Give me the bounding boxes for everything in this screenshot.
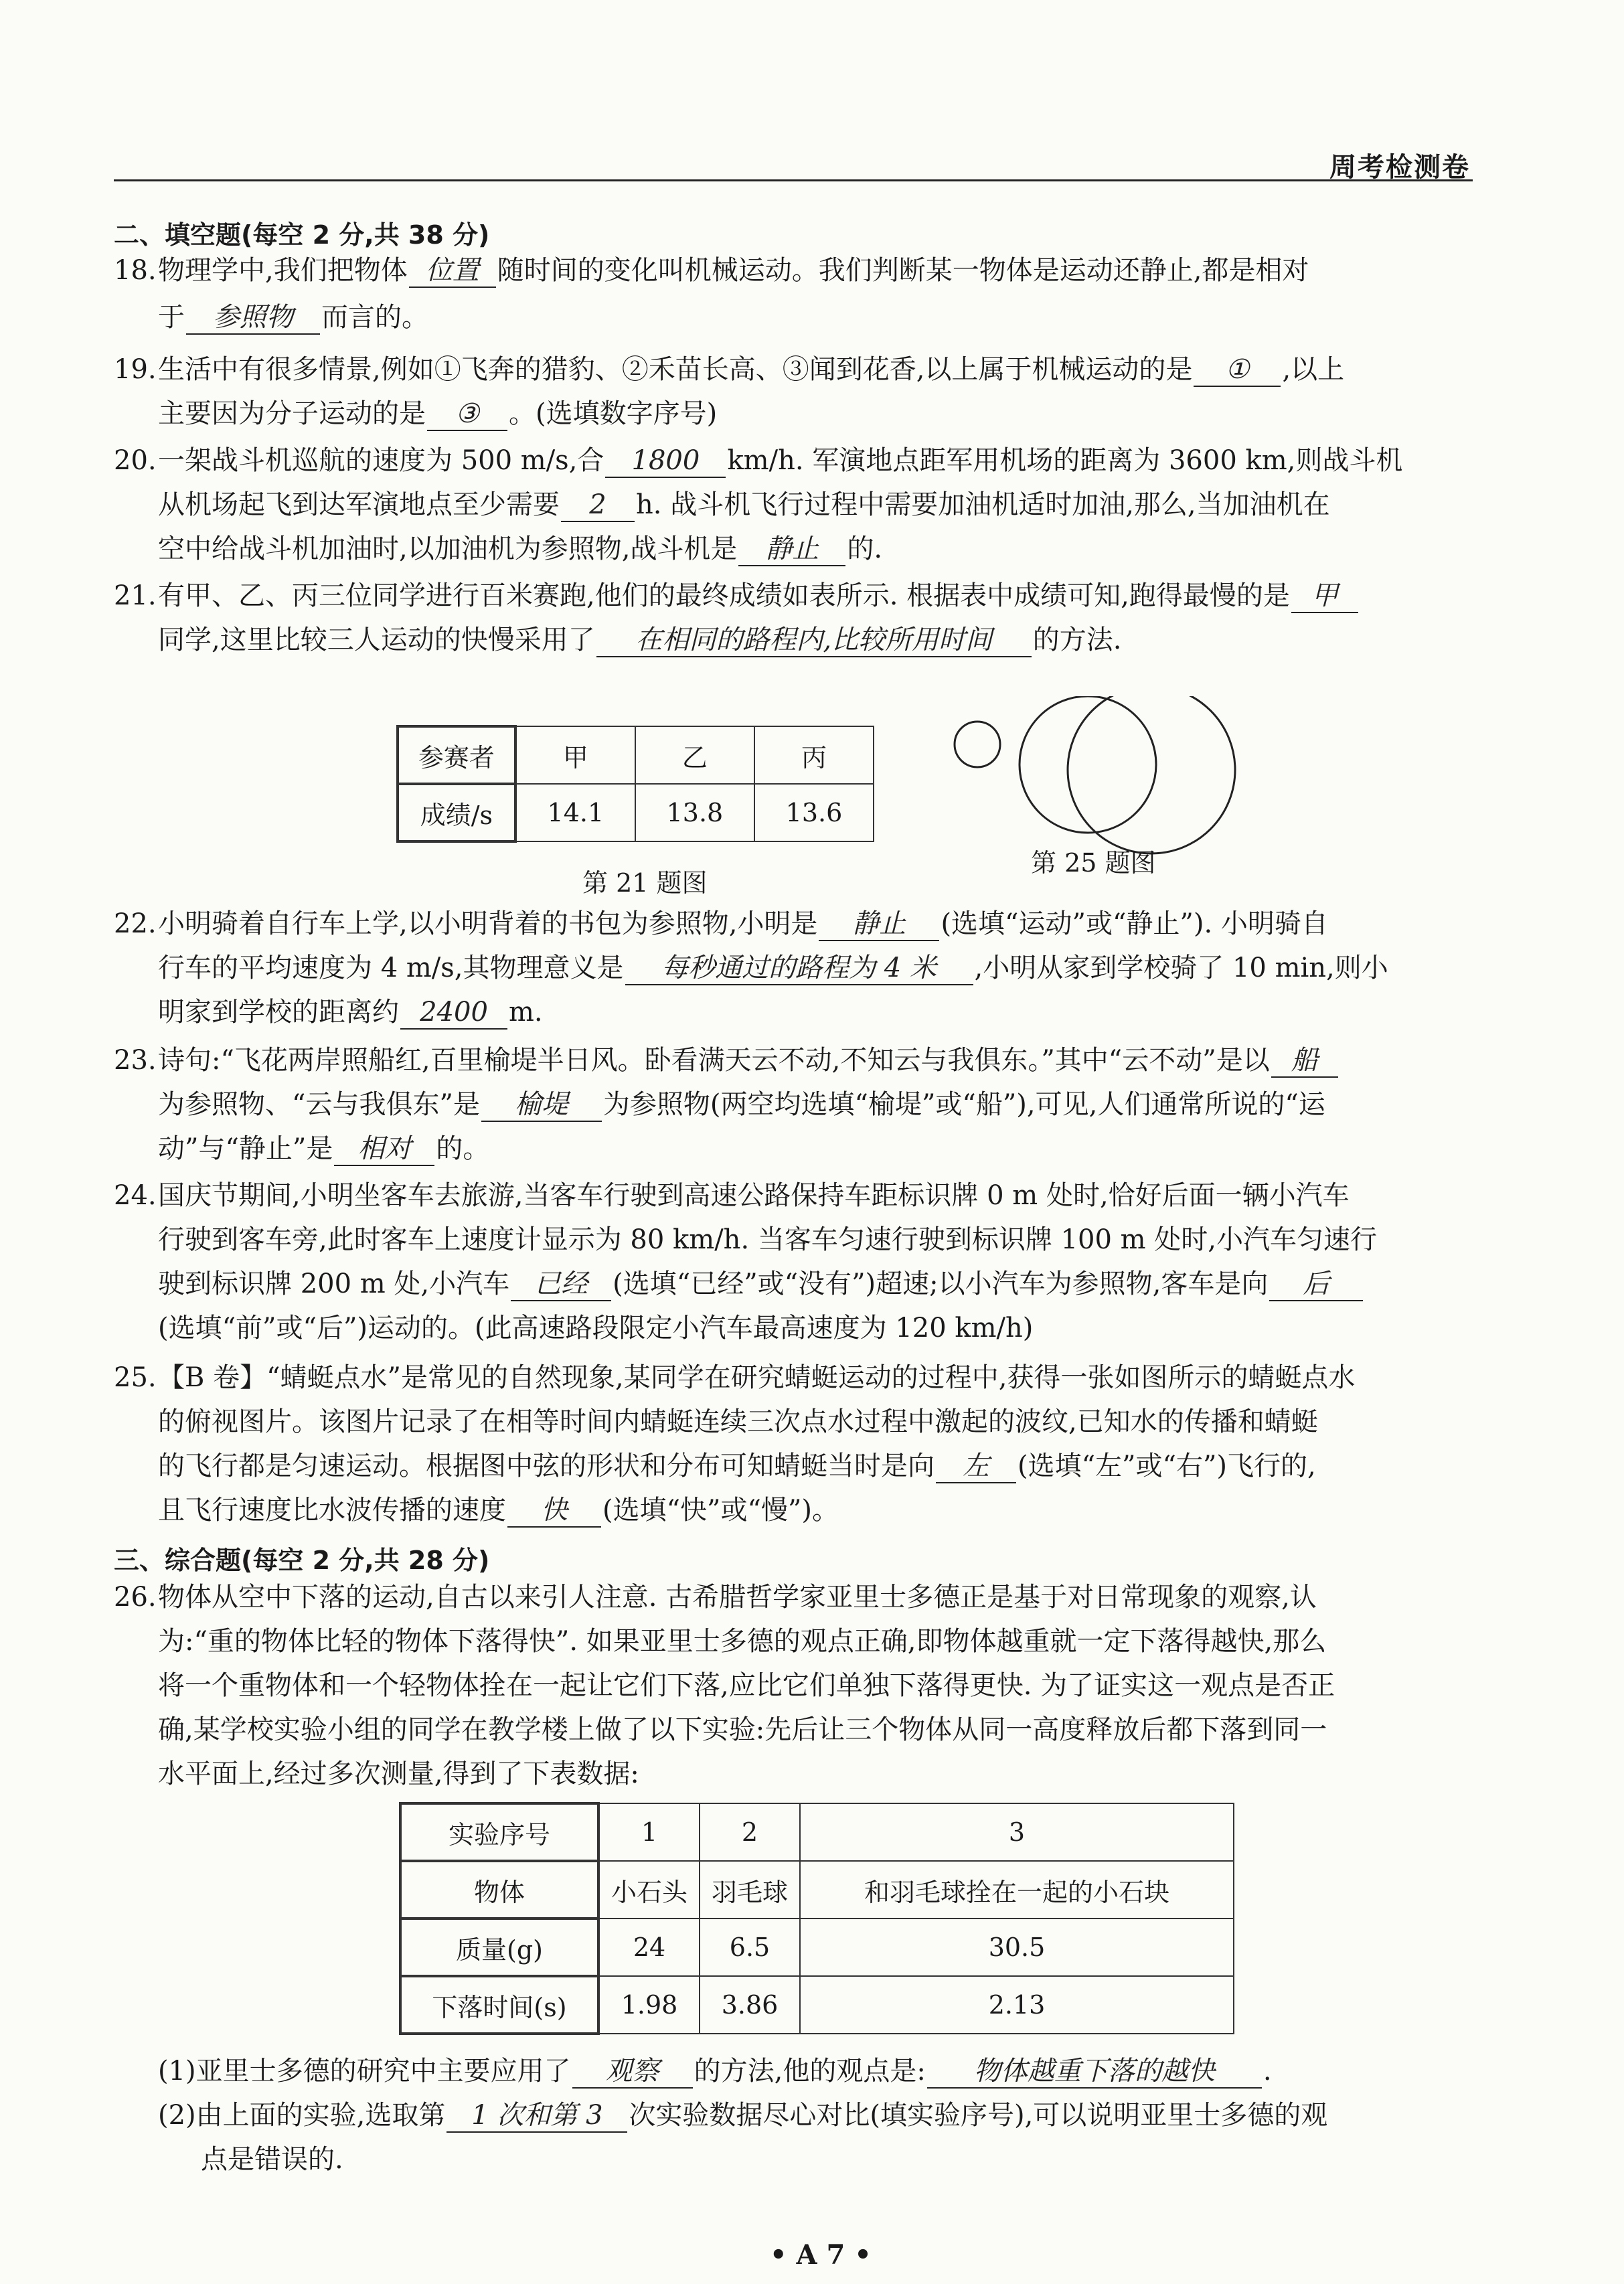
section-3-heading: 三、综合题(每空 2 分,共 28 分) <box>114 1546 490 1575</box>
table-row <box>400 1919 1234 1976</box>
answer-blank: 1 次和第 3 <box>446 2099 627 2133</box>
question-26-line-2: 为:“重的物体比轻的物体下落得快”. 如果亚里士多德的观点正确,即物体越重就一定下落得越快,那么 <box>158 1626 1327 1657</box>
question-26-line-4: 确,某学校实验小组的同学在教学楼上做了以下实验:先后让三个物体从同一高度释放后都下落到同一 <box>158 1714 1327 1745</box>
question-number: 21. <box>114 580 157 611</box>
table-cell: 和羽毛球拴在一起的小石块 <box>800 1861 1234 1919</box>
question-24-line-2: 行驶到客车旁,此时客车上速度计显示为 80 km/h. 当客车匀速行驶到标识牌 100 m 处时,小汽车匀速行 <box>158 1224 1378 1255</box>
header-title: 周考检测卷 <box>1329 152 1470 183</box>
question-24: 24.国庆节期间,小明坐客车去旅游,当客车行驶到高速公路保持车距标识牌 0 m 处时,恰好后面一辆小汽车 <box>114 1177 1350 1214</box>
falling-experiment-table <box>399 1802 1234 2035</box>
table-row <box>400 1976 1234 2034</box>
figure-21-caption: 第 21 题图 <box>582 868 708 898</box>
answer-blank: 快 <box>507 1494 601 1528</box>
question-25-line-2: 的俯视图片。该图片记录了在相等时间内蜻蜓连续三次点水过程中激起的波纹,已知水的传播和蜻蜓 <box>158 1406 1318 1437</box>
header-divider <box>114 179 1473 181</box>
question-26-part-1: (1)亚里士多德的研究中主要应用了 观察 的方法,他的观点是: 物体越重下落的越快 . <box>158 2052 1272 2090</box>
question-number: 22. <box>114 908 157 939</box>
table-row <box>398 784 874 841</box>
answer-blank: 静止 <box>738 533 845 566</box>
answer-blank: 2 <box>561 489 635 522</box>
question-number: 26. <box>114 1582 157 1613</box>
answer-blank: 在相同的路程内,比较所用时间 <box>596 624 1032 657</box>
table-row <box>398 726 874 784</box>
table-cell: 13.6 <box>754 784 874 841</box>
page-number: • A 7 • <box>770 2239 872 2271</box>
answer-blank: 参照物 <box>186 301 320 335</box>
answer-blank: 每秒通过的路程为 4 米 <box>625 952 973 985</box>
question-20-line-3: 空中给战斗机加油时,以加油机为参照物,战斗机是 静止 的. <box>158 530 882 568</box>
question-number: 25. <box>114 1362 157 1393</box>
answer-blank: 后 <box>1269 1268 1363 1301</box>
question-19: 19.生活中有很多情景,例如①飞奔的猎豹、②禾苗长高、③闻到花香,以上属于机械运动的是 ① ,以上 <box>114 351 1344 388</box>
question-18-line-2: 于 参照物 而言的。 <box>158 299 428 336</box>
section-2-heading: 二、填空题(每空 2 分,共 38 分) <box>114 220 490 250</box>
question-26-part-2-line-2: 点是错误的. <box>201 2144 343 2175</box>
question-22-line-2: 行车的平均速度为 4 m/s,其物理意义是 每秒通过的路程为 4 米 ,小明从家到学校骑了 10 min,则小 <box>158 949 1388 987</box>
table-cell: 下落时间(s) <box>400 1976 598 2034</box>
question-26: 26.物体从空中下落的运动,自古以来引人注意. 古希腊哲学家亚里士多德正是基于对日常现象的观察,认 <box>114 1578 1317 1616</box>
table-cell: 3.86 <box>700 1976 800 2034</box>
table-cell: 1 <box>598 1803 700 1861</box>
race-results-table <box>396 725 874 843</box>
small-ripple-circle <box>955 722 1000 767</box>
table-cell: 参赛者 <box>398 726 515 784</box>
question-23-line-2: 为参照物、“云与我俱东”是 榆堤 为参照物(两空均选填“榆堤”或“船”),可见,人们通常所说的“运 <box>158 1086 1325 1123</box>
answer-blank: 相对 <box>334 1133 434 1166</box>
question-24-line-4: (选填“前”或“后”)运动的。(此高速路段限定小汽车最高速度为 120 km/h) <box>158 1313 1034 1343</box>
table-cell: 实验序号 <box>400 1803 598 1861</box>
answer-blank: 位置 <box>409 254 496 288</box>
answer-blank: 2400 <box>400 996 507 1030</box>
question-22-line-3: 明家到学校的距离约 2400 m. <box>158 993 543 1031</box>
question-number: 20. <box>114 445 157 476</box>
answer-blank: 已经 <box>511 1268 611 1301</box>
question-25-line-3: 的飞行都是匀速运动。根据图中弦的形状和分布可知蜻蜓当时是向 左 (选填“左”或“右”)飞行的, <box>158 1447 1316 1485</box>
question-19-line-2: 主要因为分子运动的是 ③ 。(选填数字序号) <box>158 395 717 432</box>
question-26-line-5: 水平面上,经过多次测量,得到了下表数据: <box>158 1759 639 1789</box>
table-cell: 成绩/s <box>398 784 515 841</box>
table-cell: 3 <box>800 1803 1234 1861</box>
answer-blank: 观察 <box>572 2055 693 2089</box>
answer-blank: 物体越重下落的越快 <box>927 2055 1262 2089</box>
table-cell: 14.1 <box>515 784 635 841</box>
table-row <box>400 1861 1234 1919</box>
ripple-circles-figure <box>951 696 1245 857</box>
question-18: 18.物理学中,我们把物体 位置 随时间的变化叫机械运动。我们判断某一物体是运动还静止,都是相对 <box>114 252 1309 289</box>
table-cell: 2 <box>700 1803 800 1861</box>
table-cell: 小石头 <box>598 1861 700 1919</box>
table-cell: 13.8 <box>635 784 754 841</box>
question-22: 22.小明骑着自行车上学,以小明背着的书包为参照物,小明是 静止 (选填“运动”或“静止”). 小明骑自 <box>114 905 1328 943</box>
answer-blank: 左 <box>936 1450 1016 1483</box>
question-number: 23. <box>114 1045 157 1076</box>
question-21-line-2: 同学,这里比较三人运动的快慢采用了 在相同的路程内,比较所用时间 的方法. <box>158 621 1121 659</box>
answer-blank: ① <box>1194 353 1281 387</box>
large-ripple-circle <box>1068 696 1235 853</box>
table-cell: 乙 <box>635 726 754 784</box>
answer-blank: 静止 <box>819 908 939 941</box>
figure-25-caption: 第 25 题图 <box>1031 848 1156 878</box>
question-20: 20.一架战斗机巡航的速度为 500 m/s,合 1800 km/h. 军演地点距军用机场的距离为 3600 km,则战斗机 <box>114 442 1402 479</box>
table-cell: 物体 <box>400 1861 598 1919</box>
table-cell: 羽毛球 <box>700 1861 800 1919</box>
question-number: 18. <box>114 255 157 286</box>
question-20-line-2: 从机场起飞到达军演地点至少需要 2 h. 战斗机飞行过程中需要加油机适时加油,那么,当加油机在 <box>158 486 1330 523</box>
answer-blank: 船 <box>1271 1044 1338 1078</box>
answer-blank: ③ <box>427 398 507 431</box>
question-26-part-2: (2)由上面的实验,选取第 1 次和第 3 次实验数据尽心对比(填实验序号),可以说明亚里士多德的观 <box>158 2097 1327 2134</box>
table-cell: 30.5 <box>800 1919 1234 1976</box>
question-23-line-3: 动”与“静止”是 相对 的。 <box>158 1130 489 1167</box>
question-number: 24. <box>114 1180 157 1211</box>
question-26-line-3: 将一个重物体和一个轻物体拴在一起让它们下落,应比它们单独下落得更快. 为了证实这一观点是否正 <box>158 1670 1335 1701</box>
question-25: 25.【B 卷】“蜻蜓点水”是常见的自然现象,某同学在研究蜻蜓运动的过程中,获得一张如图所示的蜻蜓点水 <box>114 1359 1355 1396</box>
answer-blank: 榆堤 <box>481 1088 602 1122</box>
table-cell: 2.13 <box>800 1976 1234 2034</box>
table-row <box>400 1803 1234 1861</box>
question-21: 21.有甲、乙、丙三位同学进行百米赛跑,他们的最终成绩如表所示. 根据表中成绩可知,跑得最慢的是 甲 <box>114 577 1360 615</box>
table-cell: 质量(g) <box>400 1919 598 1976</box>
answer-blank: 1800 <box>605 444 726 478</box>
answer-blank: 甲 <box>1291 580 1358 613</box>
question-25-line-4: 且飞行速度比水波传播的速度 快 (选填“快”或“慢”)。 <box>158 1491 839 1529</box>
table-cell: 丙 <box>754 726 874 784</box>
table-cell: 甲 <box>515 726 635 784</box>
table-cell: 24 <box>598 1919 700 1976</box>
table-cell: 6.5 <box>700 1919 800 1976</box>
question-23: 23.诗句:“飞花两岸照船红,百里榆堤半日风。卧看满天云不动,不知云与我俱东。”其中“云不动”是以 船 <box>114 1042 1339 1079</box>
question-number: 19. <box>114 354 157 385</box>
question-24-line-3: 驶到标识牌 200 m 处,小汽车 已经 (选填“已经”或“没有”)超速;以小汽车为参照物,客车是向 后 <box>158 1265 1364 1303</box>
table-cell: 1.98 <box>598 1976 700 2034</box>
